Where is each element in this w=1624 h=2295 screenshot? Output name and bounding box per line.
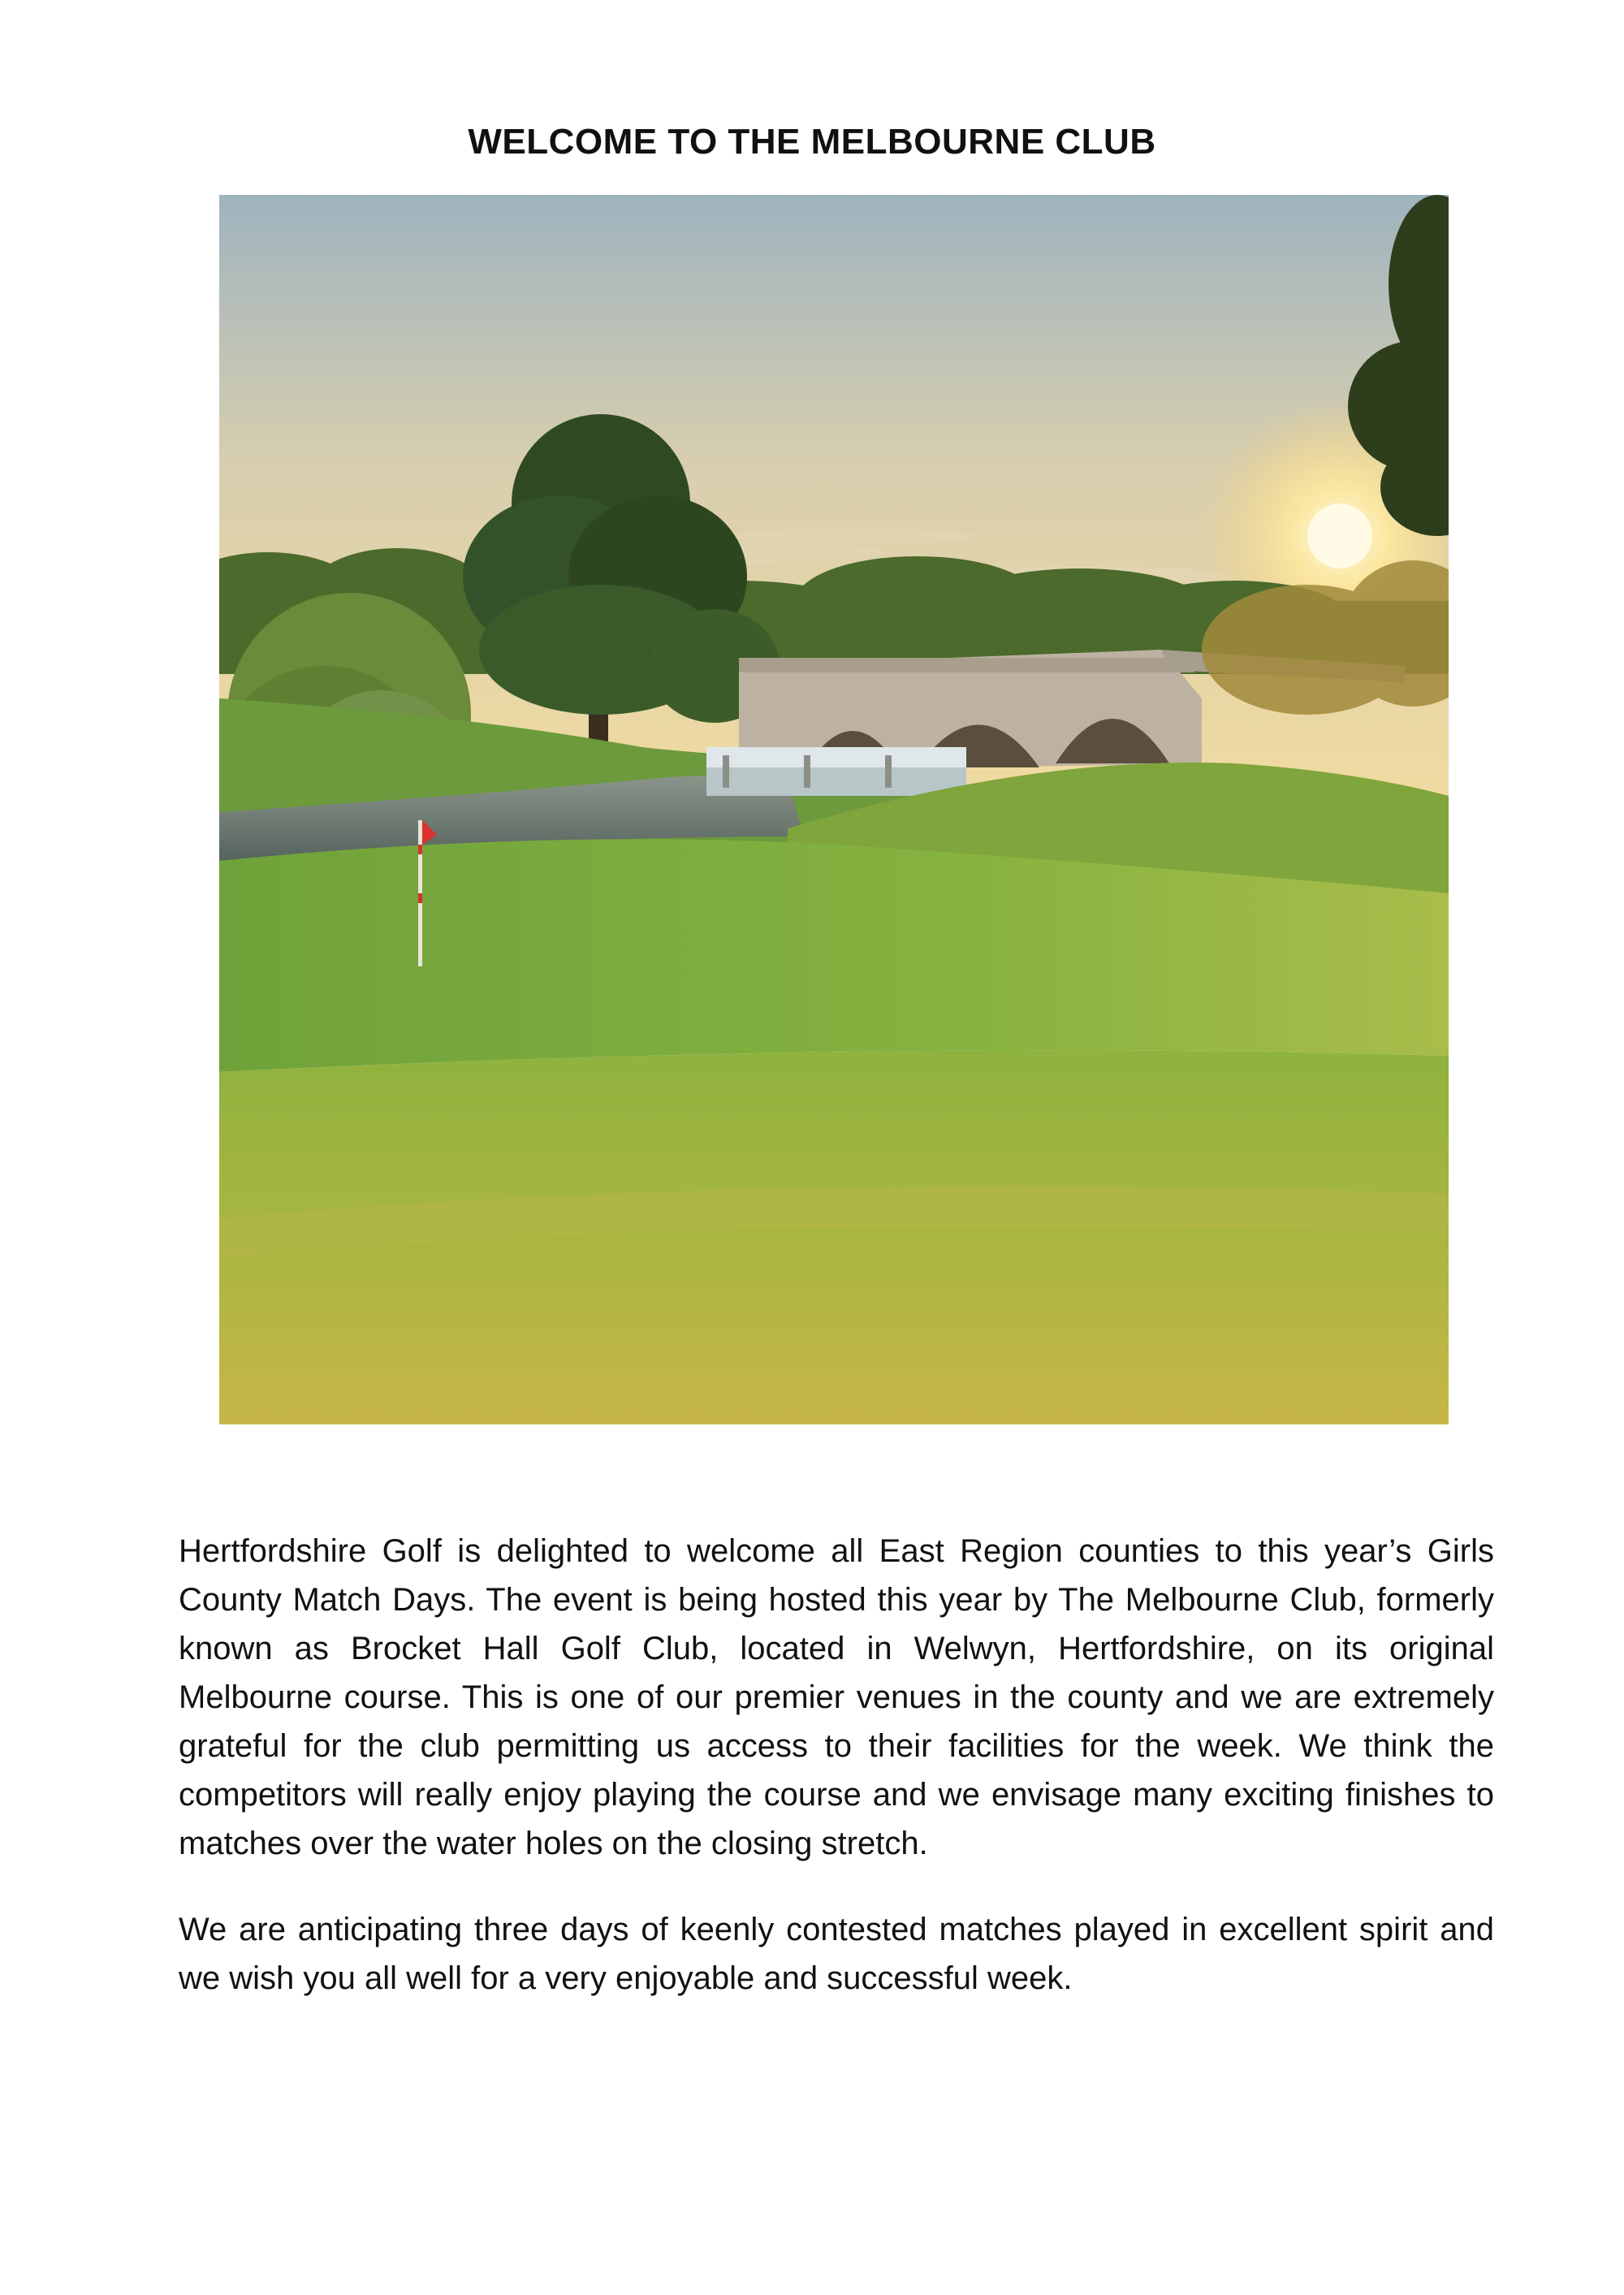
welcome-text (179, 1527, 1494, 2040)
weir (706, 747, 966, 796)
course-photo (219, 195, 1449, 1424)
course-photo-illustration (219, 195, 1449, 1424)
paragraph-1: Hertfordshire Golf is delighted to welcome all East Region counties to this year’s Girls County Match Days. The event is being hosted this year by The Melbourne Club, formerly known as Brocket Hall Golf Club, located in Welwyn, Hertfordshire, on its original Melbourne course. This is one of our premier venues in the county and we are extremely grateful for the club permitting us access to their facilities for the week. We think the competitors will really enjoy playing the course and we envisage many exciting finishes to matches over the water holes on the closing stretch. (179, 1533, 1494, 1861)
page-title: WELCOME TO THE MELBOURNE CLUB (468, 122, 1156, 162)
paragraph-2: We are anticipating three days of keenly contested matches played in excellent spirit and we wish you all well for a very enjoyable and successful week. (179, 1912, 1494, 1996)
